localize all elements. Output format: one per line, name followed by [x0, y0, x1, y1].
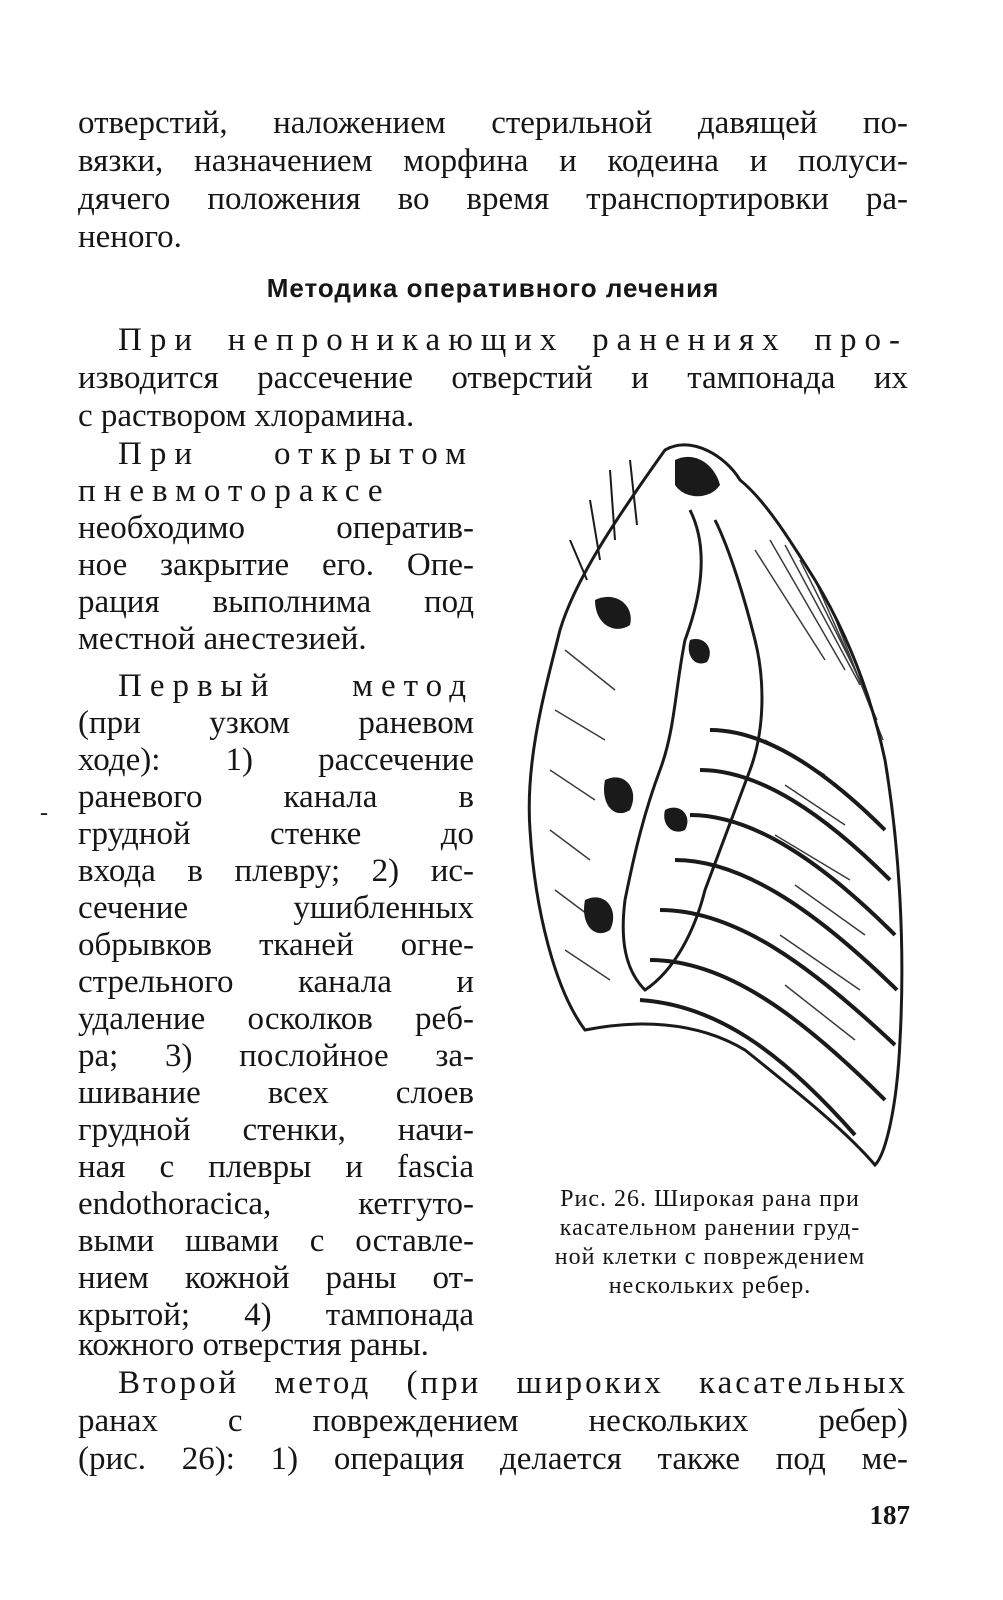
body-line: грудной стенке до: [78, 816, 474, 852]
page-number: 187: [869, 1500, 910, 1530]
body-line: ранах с повреждением нескольких ребер): [78, 1403, 908, 1439]
margin-mark: -: [40, 800, 48, 826]
body-line: Второй метод (при широких касательных: [118, 1365, 908, 1401]
body-line: раневого канала в: [78, 779, 474, 815]
body-line: ная с плевры и fascia: [78, 1149, 474, 1185]
body-line: неного.: [78, 219, 182, 255]
body-line: необходимо оператив-: [78, 510, 474, 546]
body-line: сечение ушибленных: [78, 890, 474, 926]
body-line: пневмотораксе: [78, 473, 391, 509]
body-line: вязки, назначением морфина и кодеина и полуси-: [78, 143, 908, 179]
caption-line: ной клетки с повреждением: [554, 1244, 866, 1270]
body-line: endothoracica, кетгуто-: [78, 1186, 474, 1222]
body-line: ходе): 1) рассечение: [78, 742, 474, 778]
caption-line: касательном ранении груд-: [559, 1215, 861, 1241]
body-line: входа в плевру; 2) ис-: [78, 853, 474, 889]
body-line: При непроникающих ранениях про-: [118, 322, 908, 358]
left-text-column: [78, 436, 474, 1334]
body-line: нием кожной раны от-: [78, 1260, 474, 1296]
body-line: рация выполнима под: [78, 584, 474, 620]
body-line: изводится рассечение отверстий и тампонада их: [78, 360, 908, 396]
body-line: грудной стенки, начи-: [78, 1112, 474, 1148]
body-line: ра; 3) послойное за-: [78, 1038, 474, 1074]
body-line: удаление осколков реб-: [78, 1001, 474, 1037]
figure-caption: [510, 1185, 910, 1301]
body-line: шивание всех слоев: [78, 1075, 474, 1111]
chest-wound-illustration: [525, 430, 915, 1170]
body-line: ное закрытие его. Опе-: [78, 547, 474, 583]
body-line: При открытом: [118, 436, 474, 472]
body-line: дячего положения во время транспортировки ра-: [78, 181, 908, 217]
body-line: с раствором хлорамина.: [78, 398, 415, 434]
body-line: крытой; 4) тампонада: [78, 1297, 474, 1333]
body-line: Первый метод: [118, 668, 474, 704]
body-line: кожного отверстия раны.: [78, 1327, 429, 1363]
body-line: местной анестезией.: [78, 621, 367, 657]
body-line: (рис. 26): 1) операция делается также под ме-: [78, 1441, 908, 1477]
body-line: стрельного канала и: [78, 964, 474, 1000]
body-line: выми швами с оставле-: [78, 1223, 474, 1259]
caption-line: Рис. 26. Широкая рана при: [560, 1186, 860, 1212]
caption-line: нескольких ребер.: [608, 1273, 812, 1299]
section-heading: Методика оперативного лечения: [266, 273, 720, 303]
body-line: (при узком раневом: [78, 705, 474, 741]
body-line: отверстий, наложением стерильной давящей по-: [78, 105, 908, 141]
body-line: обрывков тканей огне-: [78, 927, 474, 963]
